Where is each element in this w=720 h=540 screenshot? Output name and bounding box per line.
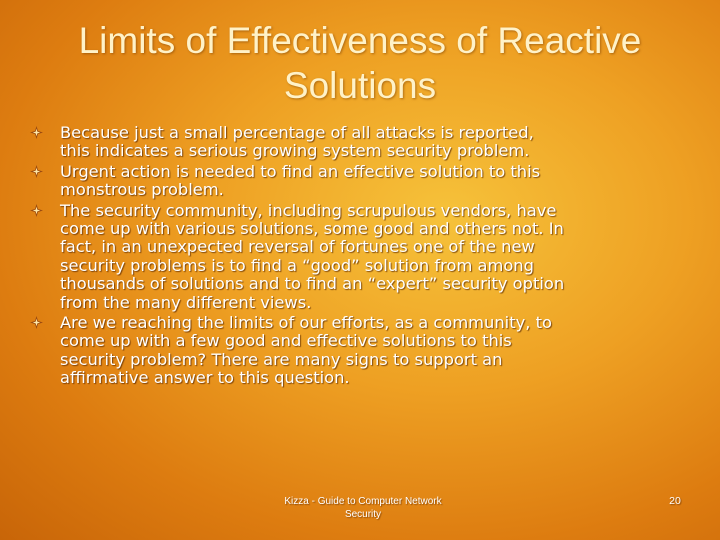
bullet-line: Urgent action is needed to find an effective solution to this — [60, 161, 541, 181]
footer-line-2: Security — [344, 509, 382, 520]
footer-line-1: Kizza - Guide to Computer Network — [284, 496, 442, 507]
bullet-line: from the many different views. — [60, 292, 312, 312]
bullet-item-3 — [30, 202, 695, 312]
bullet-line: The security community, including scrupulous vendors, have — [60, 200, 557, 220]
bullet-line: come up with a few good and effective solutions to this — [60, 331, 512, 351]
bullet-line: affirmative answer to this question. — [60, 368, 350, 388]
bullet-line: Are we reaching the limits of our efforts, as a community, to — [60, 313, 552, 333]
bullet-line: thousands of solutions and to find an “expert” security option — [60, 274, 565, 294]
bullet-line: come up with various solutions, some good and others not. In — [60, 219, 564, 239]
bullet-line: security problem? There are many signs to support an — [60, 349, 503, 369]
page-number: 20 — [669, 495, 681, 507]
bullet-line: monstrous problem. — [60, 180, 224, 200]
star-bullet-icon — [30, 126, 43, 139]
slide-title — [20, 18, 700, 108]
bullet-item-4 — [30, 314, 695, 388]
bullet-item-1 — [30, 124, 695, 161]
slide-footer — [258, 495, 468, 521]
star-bullet-icon — [30, 316, 43, 329]
star-bullet-icon — [30, 204, 43, 217]
star-bullet-icon — [30, 165, 43, 178]
bullet-item-2 — [30, 163, 695, 200]
bullet-line: Because just a small percentage of all attacks is reported, — [60, 123, 534, 142]
slide-title-line-1: Limits of Effectiveness of Reactive — [78, 20, 642, 61]
slide-title-line-2: Solutions — [283, 65, 437, 106]
bullet-line: fact, in an unexpected reversal of fortunes one of the new — [60, 237, 535, 257]
bullet-line: security problems is to find a “good” solution from among — [60, 255, 534, 275]
slide-body — [30, 124, 695, 390]
bullet-line: this indicates a serious growing system security problem. — [60, 141, 530, 161]
